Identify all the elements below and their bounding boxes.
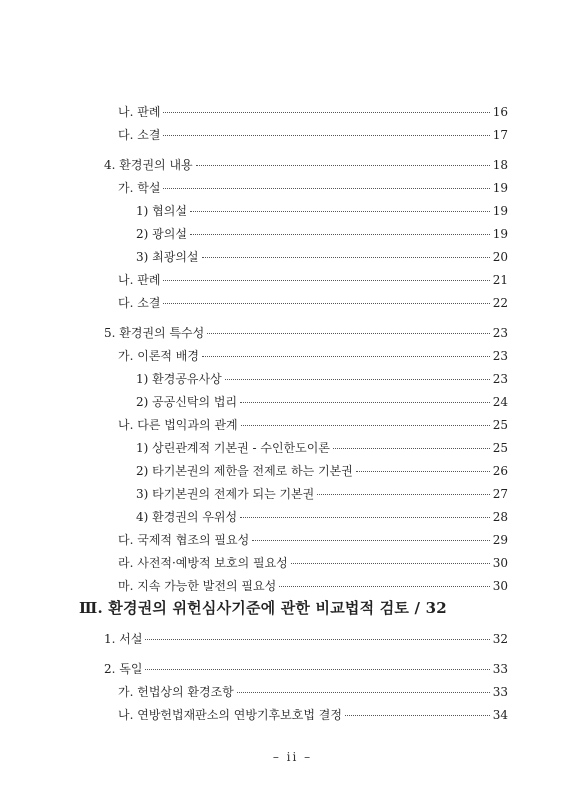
- toc-entry-page-number: 24: [492, 395, 508, 409]
- toc-entry-page-number: 25: [492, 441, 508, 455]
- toc-entry[interactable]: [136, 510, 508, 524]
- dot-leader: [145, 669, 489, 670]
- toc-entry[interactable]: [136, 487, 508, 501]
- toc-entry-page-number: 23: [492, 372, 508, 386]
- toc-entry[interactable]: [136, 204, 508, 218]
- dot-leader: [356, 471, 490, 472]
- toc-entry-page-number: 22: [492, 296, 508, 310]
- toc-entry-label: 나. 다른 법익과의 관계: [118, 418, 238, 432]
- dot-leader: [279, 586, 490, 587]
- toc-entry-label: 2. 독일: [104, 662, 143, 676]
- toc-entry-label: 1) 협의설: [136, 204, 187, 218]
- dot-leader: [317, 494, 489, 495]
- toc-entry-label: 2) 광의설: [136, 227, 187, 241]
- dot-leader: [163, 188, 489, 189]
- toc-entry-label: 1. 서설: [104, 632, 143, 646]
- toc-entry-page-number: 33: [492, 662, 508, 676]
- toc-entry[interactable]: [118, 685, 508, 699]
- toc-entry-label: 4) 환경권의 우위성: [136, 510, 238, 524]
- toc-entry[interactable]: [118, 579, 508, 593]
- toc-entry[interactable]: [104, 662, 508, 676]
- toc-entry-page-number: 18: [492, 158, 508, 172]
- dot-leader: [241, 425, 490, 426]
- chapter-heading: Ⅲ. 환경권의 위헌심사기준에 관한 비교법적 검토 / 32: [79, 599, 447, 617]
- dot-leader: [345, 715, 490, 716]
- dot-leader: [225, 379, 490, 380]
- toc-entry-label: 나. 판례: [118, 105, 161, 119]
- toc-entry[interactable]: [118, 418, 508, 432]
- toc-entry[interactable]: [136, 464, 508, 478]
- toc-entry-page-number: 32: [492, 632, 508, 646]
- toc-entry-label: 가. 이론적 배경: [118, 349, 199, 363]
- toc-entry-label: 라. 사전적·예방적 보호의 필요성: [118, 556, 288, 570]
- toc-entry[interactable]: [136, 441, 508, 455]
- toc-entry-label: 다. 소결: [118, 296, 161, 310]
- toc-entry[interactable]: [118, 128, 508, 142]
- toc-entry-label: 가. 학설: [118, 181, 161, 195]
- toc-entry[interactable]: [136, 395, 508, 409]
- toc-entry-page-number: 23: [492, 326, 508, 340]
- dot-leader: [190, 234, 490, 235]
- toc-entry[interactable]: [118, 708, 508, 722]
- dot-leader: [163, 280, 489, 281]
- toc-entry[interactable]: [136, 372, 508, 386]
- toc-entry-page-number: 27: [492, 487, 508, 501]
- toc-entry-page-number: 20: [492, 250, 508, 264]
- toc-entry[interactable]: [118, 556, 508, 570]
- toc-entry-page-number: 26: [492, 464, 508, 478]
- toc-entry-page-number: 19: [492, 227, 508, 241]
- dot-leader: [163, 135, 489, 136]
- toc-entry[interactable]: [118, 349, 508, 363]
- toc-entry-page-number: 19: [492, 204, 508, 218]
- toc-entry-page-number: 29: [492, 533, 508, 547]
- toc-entry-page-number: 23: [492, 349, 508, 363]
- toc-entry-page-number: 28: [492, 510, 508, 524]
- toc-entry-label: 마. 지속 가능한 발전의 필요성: [118, 579, 277, 593]
- dot-leader: [145, 639, 489, 640]
- toc-entry-page-number: 30: [492, 579, 508, 593]
- dot-leader: [291, 563, 490, 564]
- toc-entry-page-number: 34: [492, 708, 508, 722]
- dot-leader: [196, 165, 490, 166]
- toc-entry-label: 2) 타기본권의 제한을 전제로 하는 기본권: [136, 464, 353, 478]
- dot-leader: [163, 112, 489, 113]
- toc-entry[interactable]: [118, 533, 508, 547]
- dot-leader: [190, 211, 490, 212]
- dot-leader: [207, 333, 489, 334]
- toc-entry-label: 나. 연방헌법재판소의 연방기후보호법 결정: [118, 708, 342, 722]
- toc-entry-label: 1) 환경공유사상: [136, 372, 222, 386]
- toc-entry[interactable]: [104, 632, 508, 646]
- toc-entry-page-number: 16: [492, 105, 508, 119]
- toc-entry-page-number: 30: [492, 556, 508, 570]
- toc-entry-label: 1) 상린관계적 기본권 - 수인한도이론: [136, 441, 330, 455]
- toc-entry[interactable]: [118, 105, 508, 119]
- toc-entry[interactable]: [118, 296, 508, 310]
- toc-entry[interactable]: [136, 227, 508, 241]
- toc-entry-page-number: 19: [492, 181, 508, 195]
- dot-leader: [240, 402, 490, 403]
- toc-entry-label: 다. 국제적 협조의 필요성: [118, 533, 250, 547]
- dot-leader: [163, 303, 489, 304]
- dot-leader: [333, 448, 490, 449]
- toc-entry-label: 2) 공공신탁의 법리: [136, 395, 238, 409]
- toc-entry-label: 5. 환경권의 특수성: [104, 326, 205, 340]
- toc-entry-label: 3) 타기본권의 전제가 되는 기본권: [136, 487, 315, 501]
- toc-entry-label: 가. 헌법상의 환경조항: [118, 685, 234, 699]
- toc-entry-label: 3) 최광의설: [136, 250, 199, 264]
- toc-entry-page-number: 21: [492, 273, 508, 287]
- dot-leader: [202, 356, 490, 357]
- toc-entry[interactable]: [118, 273, 508, 287]
- toc-entry-page-number: 25: [492, 418, 508, 432]
- toc-entry[interactable]: [136, 250, 508, 264]
- dot-leader: [237, 692, 490, 693]
- dot-leader: [240, 517, 490, 518]
- toc-entry-label: 4. 환경권의 내용: [104, 158, 193, 172]
- toc-entry-page-number: 17: [492, 128, 508, 142]
- toc-entry[interactable]: [104, 158, 508, 172]
- dot-leader: [252, 540, 490, 541]
- toc-entry-page-number: 33: [492, 685, 508, 699]
- page-number-footer: – ii –: [272, 750, 313, 764]
- toc-entry-label: 다. 소결: [118, 128, 161, 142]
- toc-entry-label: 나. 판례: [118, 273, 161, 287]
- toc-entry[interactable]: [118, 181, 508, 195]
- dot-leader: [202, 257, 490, 258]
- toc-entry[interactable]: [104, 326, 508, 340]
